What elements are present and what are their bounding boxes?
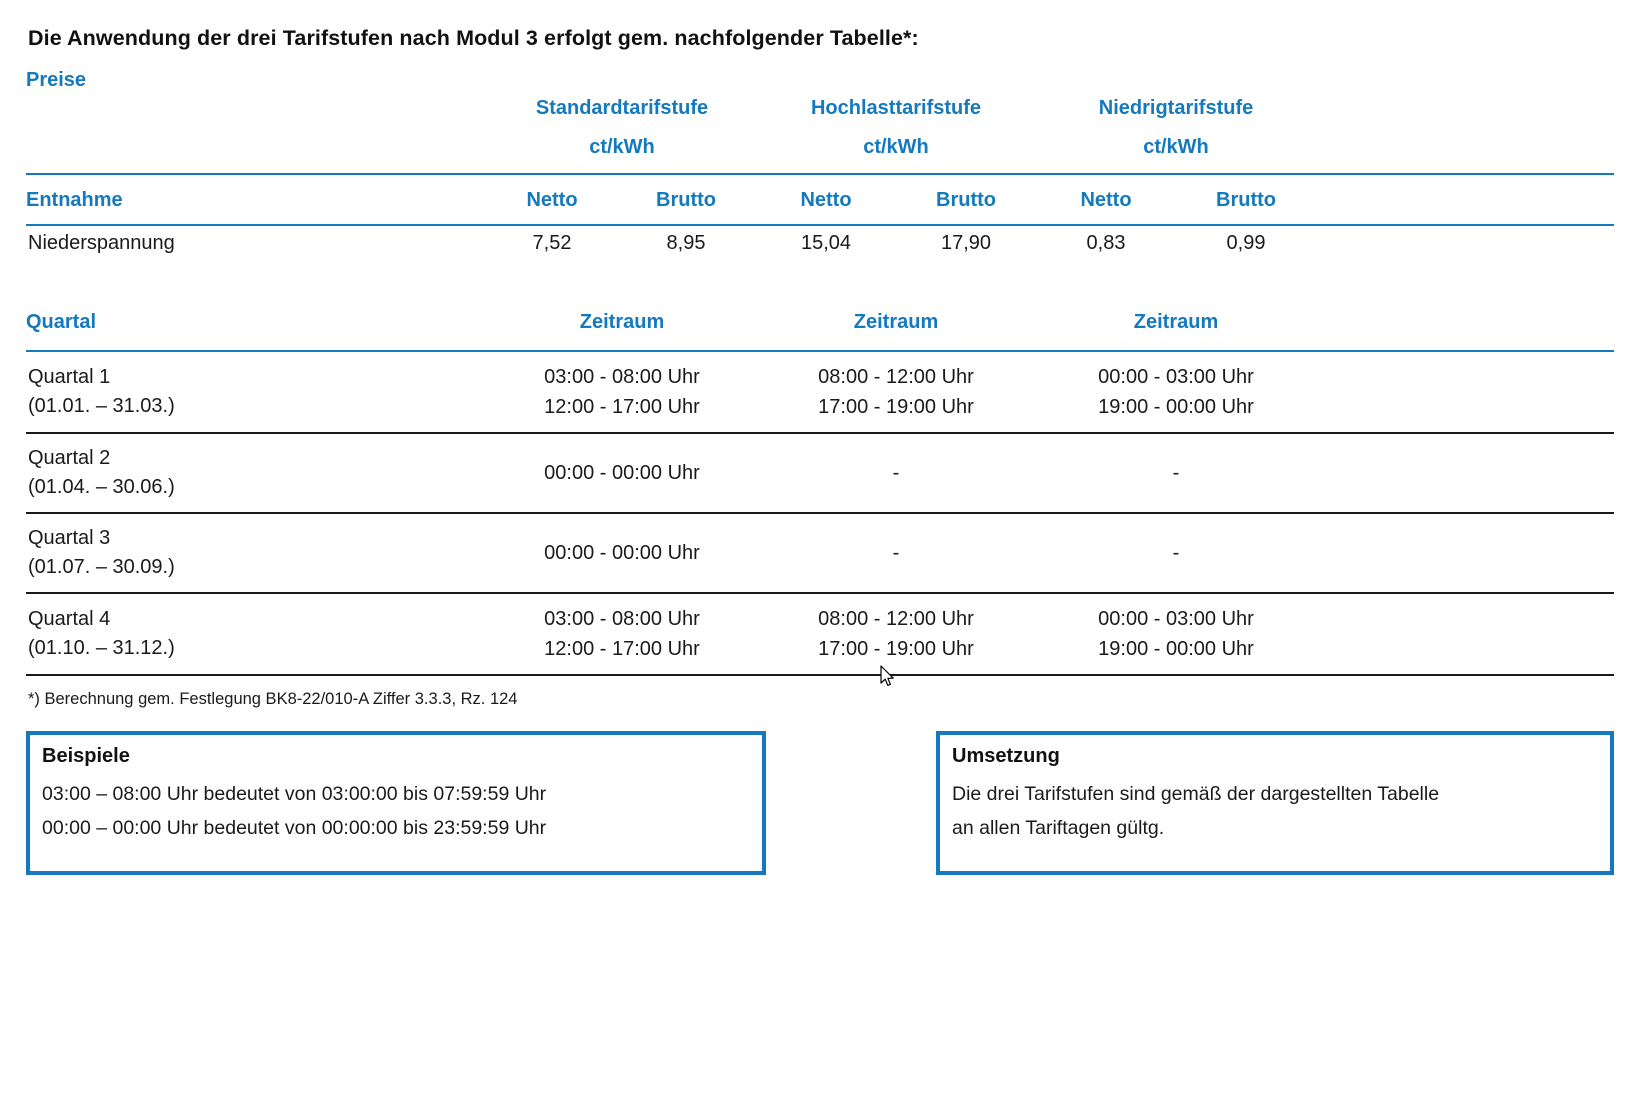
table-row xyxy=(26,352,1614,433)
quarter-label xyxy=(26,594,488,675)
quarter-label xyxy=(26,352,488,433)
quarter-label xyxy=(26,434,488,513)
implementation-title: Umsetzung xyxy=(952,745,1060,767)
quarter-name: Quartal 1 xyxy=(28,366,111,388)
price-table-spacer-cell xyxy=(1316,51,1614,120)
group-unit-hochlast: ct/kWh xyxy=(863,136,929,158)
price-row-label: Niederspannung xyxy=(28,232,175,254)
quarter-name: Quartal 3 xyxy=(28,527,111,549)
quarter-standard-line1: 03:00 - 08:00 Uhr xyxy=(544,366,700,388)
quarter-standard-line1: 00:00 - 00:00 Uhr xyxy=(544,542,700,564)
unit-row-empty-label xyxy=(26,120,488,174)
price-niedrig-brutto: 0,99 xyxy=(1226,232,1266,254)
unit-row-spacer-cell xyxy=(1316,120,1614,174)
quarter-label xyxy=(26,514,488,593)
quarter-table-row-label: Quartal xyxy=(26,311,97,333)
price-niedrig-netto: 0,83 xyxy=(1086,232,1126,254)
price-table-group-header-row xyxy=(26,51,1614,120)
quarter-niedrig-line1: - xyxy=(1172,462,1180,484)
price-table xyxy=(26,51,1614,267)
quarter-hochlast-times xyxy=(756,594,1036,675)
price-hochlast-brutto: 17,90 xyxy=(940,232,992,254)
quarter-standard-times xyxy=(488,514,756,593)
quarter-name: Quartal 2 xyxy=(28,447,111,469)
quarter-row-spacer-cell xyxy=(1316,594,1614,675)
quarter-hochlast-line2: 17:00 - 19:00 Uhr xyxy=(818,638,974,660)
quarter-header-spacer-cell xyxy=(1316,305,1614,351)
quarter-range: (01.04. – 30.06.) xyxy=(28,476,175,498)
quarter-table-header-row xyxy=(26,305,1614,351)
examples-title: Beispiele xyxy=(42,745,130,767)
quarter-header-niedrig: Zeitraum xyxy=(1133,311,1219,333)
group-title-standard: Standardtarifstufe xyxy=(535,97,709,119)
subheader-standard-brutto: Brutto xyxy=(656,189,716,211)
quarter-niedrig-line2: 19:00 - 00:00 Uhr xyxy=(1098,396,1254,418)
price-table-row-label-entnahme: Entnahme xyxy=(26,189,123,211)
callout-container xyxy=(26,731,1614,879)
quarter-standard-times xyxy=(488,594,756,675)
quarter-niedrig-times xyxy=(1036,514,1316,593)
quarter-row-spacer-cell xyxy=(1316,352,1614,433)
price-table-subheader-row xyxy=(26,175,1614,225)
quarter-niedrig-times xyxy=(1036,594,1316,675)
implementation-line-1: Die drei Tarifstufen sind gemäß der dargestellten Tabelle xyxy=(952,783,1440,805)
quarter-header-standard: Zeitraum xyxy=(579,311,665,333)
quarter-standard-times xyxy=(488,352,756,433)
quarter-hochlast-line1: - xyxy=(892,542,900,564)
table-row xyxy=(26,594,1614,675)
quarter-table xyxy=(26,305,1614,676)
quarter-niedrig-times xyxy=(1036,352,1316,433)
quarter-standard-times xyxy=(488,434,756,513)
quarter-niedrig-line1: 00:00 - 03:00 Uhr xyxy=(1098,608,1254,630)
quarter-range: (01.10. – 31.12.) xyxy=(28,637,175,659)
quarter-name: Quartal 4 xyxy=(28,608,111,630)
quarter-hochlast-line1: - xyxy=(892,462,900,484)
subheader-standard-netto: Netto xyxy=(526,189,578,211)
group-title-hochlast: Hochlasttarifstufe xyxy=(810,97,982,119)
price-hochlast-netto: 15,04 xyxy=(800,232,852,254)
quarter-hochlast-line1: 08:00 - 12:00 Uhr xyxy=(818,366,974,388)
examples-callout xyxy=(26,731,766,875)
examples-line-2: 00:00 – 00:00 Uhr bedeutet von 00:00:00 bis 23:59:59 Uhr xyxy=(42,816,547,839)
price-table-row-label-prices: Preise xyxy=(26,69,87,91)
quarter-standard-line1: 00:00 - 00:00 Uhr xyxy=(544,462,700,484)
subheader-niedrig-brutto: Brutto xyxy=(1216,189,1276,211)
quarter-hochlast-times xyxy=(756,434,1036,513)
section-gap xyxy=(26,267,1614,305)
quarter-range: (01.07. – 30.09.) xyxy=(28,556,175,578)
quarter-hochlast-times xyxy=(756,514,1036,593)
page-title: Die Anwendung der drei Tarifstufen nach Modul 3 erfolgt gem. nachfolgender Tabelle*: xyxy=(28,26,919,50)
quarter-range: (01.01. – 31.03.) xyxy=(28,395,175,417)
quarter-niedrig-line1: - xyxy=(1172,542,1180,564)
quarter-standard-line2: 12:00 - 17:00 Uhr xyxy=(544,638,700,660)
quarter-hochlast-line1: 08:00 - 12:00 Uhr xyxy=(818,608,974,630)
group-unit-standard: ct/kWh xyxy=(589,136,655,158)
examples-line-1: 03:00 – 08:00 Uhr bedeutet von 03:00:00 bis 07:59:59 Uhr xyxy=(42,783,547,805)
quarter-niedrig-line2: 19:00 - 00:00 Uhr xyxy=(1098,638,1254,660)
group-title-niedrig: Niedrigtarifstufe xyxy=(1098,97,1254,119)
table-row xyxy=(26,226,1614,267)
quarter-hochlast-times xyxy=(756,352,1036,433)
quarter-row-spacer-cell xyxy=(1316,514,1614,593)
price-row-spacer-cell xyxy=(1316,226,1614,267)
quarter-row-spacer-cell xyxy=(1316,434,1614,513)
table-row xyxy=(26,514,1614,593)
subheader-niedrig-netto: Netto xyxy=(1080,189,1132,211)
footnote: *) Berechnung gem. Festlegung BK8-22/010-A Ziffer 3.3.3, Rz. 124 xyxy=(28,690,518,708)
quarter-niedrig-line1: 00:00 - 03:00 Uhr xyxy=(1098,366,1254,388)
implementation-callout xyxy=(936,731,1614,875)
price-standard-netto: 7,52 xyxy=(532,232,572,254)
subheader-spacer-cell xyxy=(1316,175,1614,225)
quarter-standard-line2: 12:00 - 17:00 Uhr xyxy=(544,396,700,418)
group-unit-niedrig: ct/kWh xyxy=(1143,136,1209,158)
subheader-hochlast-brutto: Brutto xyxy=(936,189,996,211)
implementation-line-2: an allen Tariftagen gültg. xyxy=(952,816,1165,839)
price-table-unit-row xyxy=(26,120,1614,174)
price-standard-brutto: 8,95 xyxy=(666,232,706,254)
table-row xyxy=(26,434,1614,513)
quarter-niedrig-times xyxy=(1036,434,1316,513)
subheader-hochlast-netto: Netto xyxy=(800,189,852,211)
quarter-header-hochlast: Zeitraum xyxy=(853,311,939,333)
quarter-hochlast-line2: 17:00 - 19:00 Uhr xyxy=(818,396,974,418)
quarter-standard-line1: 03:00 - 08:00 Uhr xyxy=(544,608,700,630)
